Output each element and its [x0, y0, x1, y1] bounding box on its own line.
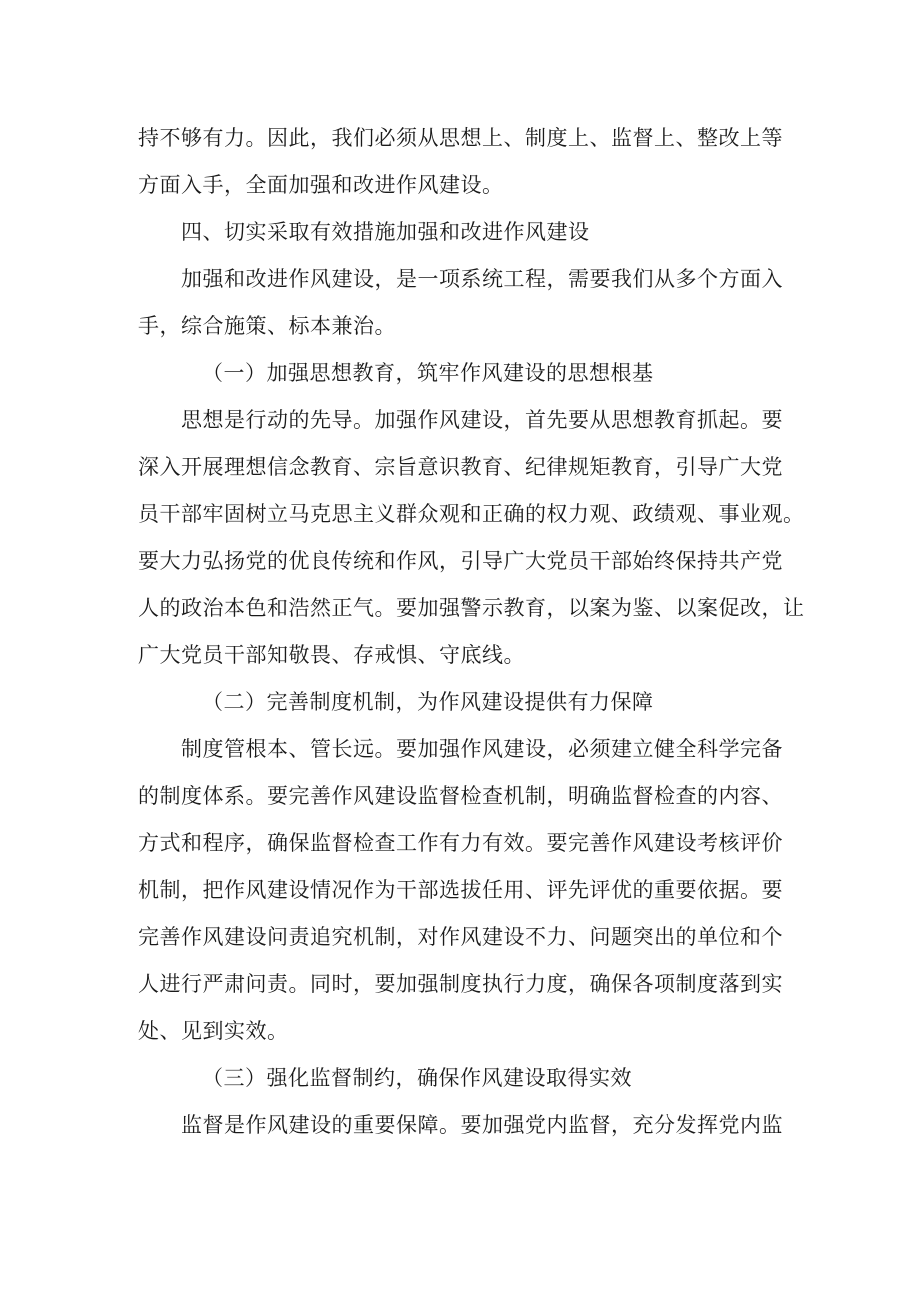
document-body	[138, 118, 805, 1152]
paragraph-start: 加强和改进作风建设，是一项系统工程，需要我们从多个方面入	[181, 267, 783, 291]
body-line: 的制度体系。要完善作风建设监督检查机制，明确监督检查的内容、	[138, 784, 783, 808]
body-line: 要大力弘扬党的优良传统和作风，引导广大党员干部始终保持共产党	[138, 549, 783, 573]
subsection-heading: （三）强化监督制约，确保作风建设取得实效	[202, 1066, 632, 1090]
body-line: 人进行严肃问责。同时，要加强制度执行力度，确保各项制度落到实	[138, 972, 783, 996]
body-line: 深入开展理想信念教育、宗旨意识教育、纪律规矩教育，引导广大党	[138, 455, 783, 479]
body-line: 完善作风建设问责追究机制，对作风建设不力、问题突出的单位和个	[138, 925, 783, 949]
body-line: 手，综合施策、标本兼治。	[138, 314, 396, 338]
body-line: 人的政治本色和浩然正气。要加强警示教育，以案为鉴、以案促改，让	[138, 596, 805, 620]
paragraph-start: 思想是行动的先导。加强作风建设，首先要从思想教育抓起。要	[181, 408, 783, 432]
paragraph-start: 制度管根本、管长远。要加强作风建设，必须建立健全科学完备	[181, 737, 783, 761]
body-line: 广大党员干部知敬畏、存戒惧、守底线。	[138, 643, 525, 667]
body-line: 员干部牢固树立马克思主义群众观和正确的权力观、政绩观、事业观。	[138, 502, 805, 526]
paragraph-start: 监督是作风建设的重要保障。要加强党内监督，充分发挥党内监	[181, 1113, 783, 1137]
subsection-heading: （一）加强思想教育，筑牢作风建设的思想根基	[202, 361, 654, 385]
body-line: 持不够有力。因此，我们必须从思想上、制度上、监督上、整改上等	[138, 126, 783, 150]
body-line: 方式和程序，确保监督检查工作有力有效。要完善作风建设考核评价	[138, 831, 783, 855]
section-heading: 四、切实采取有效措施加强和改进作风建设	[181, 220, 590, 244]
body-line: 处、见到实效。	[138, 1019, 289, 1043]
body-line: 方面入手，全面加强和改进作风建设。	[138, 173, 504, 197]
body-line: 机制，把作风建设情况作为干部选拔任用、评先评优的重要依据。要	[138, 878, 783, 902]
subsection-heading: （二）完善制度机制，为作风建设提供有力保障	[202, 690, 654, 714]
